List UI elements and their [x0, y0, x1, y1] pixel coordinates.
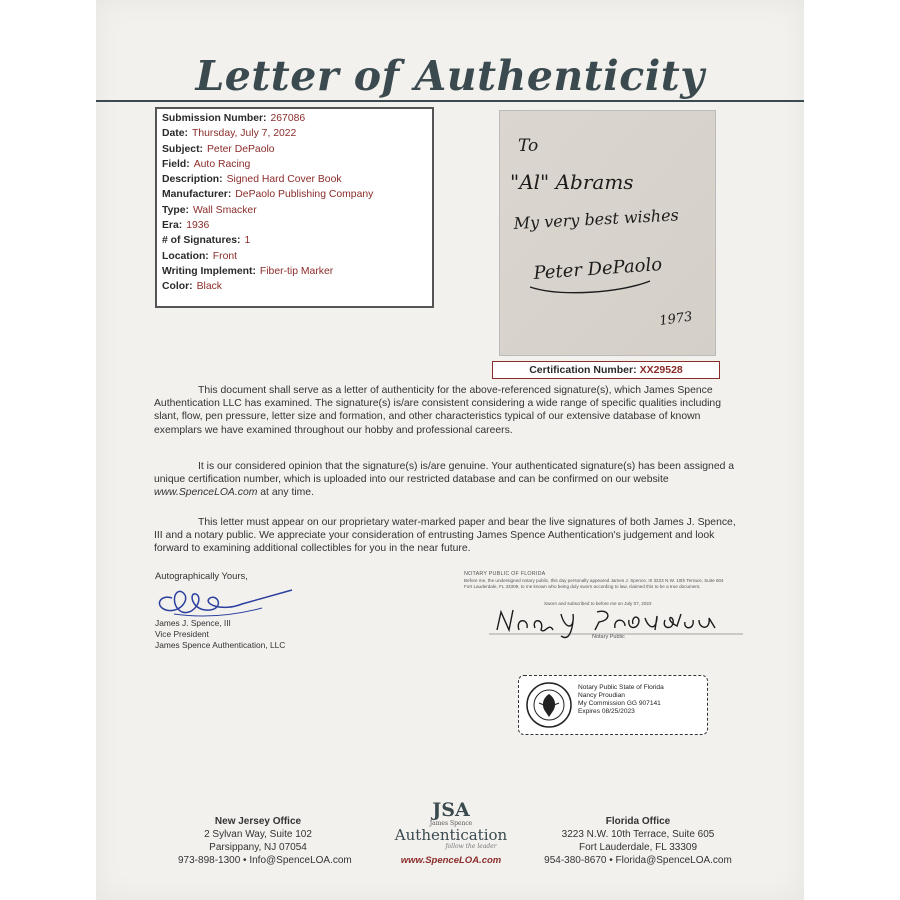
- website-link[interactable]: www.SpenceLOA.com: [154, 487, 258, 499]
- detail-label: Location:: [162, 250, 209, 262]
- closing-salutation: Autographically Yours,: [155, 570, 248, 581]
- detail-row: [162, 157, 427, 172]
- certification-box: [492, 361, 720, 379]
- certification-label: Certification Number:: [529, 364, 637, 376]
- signer-company: James Spence Authentication, LLC: [155, 640, 286, 650]
- seal-line: Expires 08/25/2023: [578, 708, 635, 715]
- jsa-mark: JSA: [432, 799, 470, 821]
- fl-office-address: 3223 N.W. 10th Terrace, Suite 605: [561, 829, 715, 840]
- inscription-year: 1973: [658, 309, 694, 329]
- inscription-line: "Al" Abrams: [510, 170, 634, 194]
- detail-value: 1: [244, 235, 251, 247]
- notary-seal: [518, 675, 708, 735]
- detail-value: Front: [212, 250, 238, 262]
- detail-label: Writing Implement:: [162, 265, 256, 277]
- fl-office-contact: 954-380-8670 • Florida@SpenceLOA.com: [544, 855, 732, 866]
- body-paragraph-2: It is our considered opinion that the signature(s) is/are genuine. Your authenticated signature(s) has been assigned a unique certification number, which is uploaded into our restricted database and can be confirmed on our website www.SpenceLOA.com at any time.: [154, 461, 735, 499]
- detail-value: 1936: [186, 220, 210, 232]
- fl-office-heading: Florida Office: [605, 816, 671, 827]
- jsa-tagline: follow the leader: [445, 843, 497, 850]
- handwritten-inscription: [500, 111, 715, 355]
- detail-value: Fiber-tip Marker: [259, 265, 334, 277]
- nj-office-heading: New Jersey Office: [214, 816, 302, 827]
- document-title: Letter of Authenticity: [195, 52, 705, 100]
- detail-value: Black: [196, 281, 223, 293]
- detail-row: [162, 187, 427, 202]
- detail-label: Field:: [162, 158, 190, 170]
- detail-row: [162, 218, 427, 233]
- nj-office-city: Parsippany, NJ 07054: [209, 842, 307, 853]
- detail-label: Type:: [162, 204, 189, 216]
- detail-row: [162, 126, 427, 141]
- body-paragraph-3: This letter must appear on our proprietary water-marked paper and bear the live signatures of both James J. Spence, III and a notary public. We appreciate your consideration of entrusting James Spence Authentication's judgement and look forward to examining additional collectibles for you in the near future.: [154, 517, 736, 555]
- seal-line: Notary Public State of Florida: [578, 684, 664, 691]
- seal-line: My Commission GG 907141: [578, 700, 661, 707]
- title-divider: [96, 100, 804, 102]
- detail-label: Date:: [162, 128, 188, 140]
- seal-line: Nancy Proudian: [578, 692, 625, 699]
- detail-row: [162, 111, 427, 126]
- letter-paper: [96, 0, 804, 900]
- detail-row: [162, 172, 427, 187]
- notary-sworn-line: Sworn and subscribed to before me on July 07, 2022: [544, 601, 652, 606]
- inscription-signature: Peter DePaolo: [532, 254, 663, 284]
- detail-row: [162, 233, 427, 248]
- signed-item-photo: [499, 110, 716, 356]
- detail-row: [162, 203, 427, 218]
- inscription-line: My very best wishes: [513, 205, 680, 233]
- detail-value: Auto Racing: [193, 158, 251, 170]
- detail-value: DePaolo Publishing Company: [235, 189, 374, 201]
- detail-value: Peter DePaolo: [207, 143, 275, 155]
- body-paragraph-1: This document shall serve as a letter of authenticity for the above-referenced signature(s), which James Spence Authentication LLC has examined. The signature(s) is/are consistent considering a wide range of specific qualities including slant, flow, pen pressure, letter size and formation, and other characteristics typical of our extensive database of known exemplars we have examined throughout our hobby and professional careers.: [154, 385, 721, 436]
- detail-row: [162, 264, 427, 279]
- fl-office-city: Fort Lauderdale, FL 33309: [578, 842, 698, 853]
- signer-role: Vice President: [155, 629, 209, 639]
- detail-row: [162, 142, 427, 157]
- detail-label: Manufacturer:: [162, 189, 232, 201]
- detail-row: [162, 249, 427, 264]
- nj-office-address: 2 Sylvan Way, Suite 102: [204, 829, 312, 840]
- notary-seal-text: [578, 684, 664, 716]
- detail-label: Color:: [162, 281, 193, 293]
- jsa-logo: [381, 800, 521, 878]
- notary-signature-label: Notary Public: [592, 634, 625, 640]
- detail-label: Subject:: [162, 143, 203, 155]
- notary-statement: Before me, the undersigned notary public, this day personally appeared James J. Spence, III 3223 N.W. 10th Terrace, Suite 604 Fort Lauderdale, FL 33309, to me known who being duly sworn according to law, claimed this to be a true document.: [464, 578, 724, 589]
- detail-label: Submission Number:: [162, 113, 267, 124]
- jsa-url-link[interactable]: www.SpenceLOA.com: [400, 855, 502, 866]
- certification-number: XX29528: [639, 364, 683, 376]
- detail-row: [162, 279, 427, 294]
- notary-seal-emblem-icon: [525, 681, 573, 729]
- spence-signature: [152, 584, 302, 620]
- jsa-sub: James Spence: [429, 820, 473, 827]
- detail-value: Thursday, July 7, 2022: [191, 128, 297, 140]
- fl-office: [538, 815, 738, 867]
- detail-value: 267086: [270, 113, 306, 124]
- detail-label: Era:: [162, 220, 183, 232]
- jsa-wordmark: Authentication: [394, 826, 508, 844]
- notary-header: NOTARY PUBLIC OF FLORIDA: [464, 571, 546, 577]
- detail-value: Signed Hard Cover Book: [226, 174, 342, 186]
- details-box: [155, 107, 434, 308]
- signer-name: James J. Spence, III: [155, 618, 231, 628]
- nj-office: [178, 815, 352, 867]
- nj-office-contact: 973-898-1300 • Info@SpenceLOA.com: [178, 855, 352, 866]
- inscription-line: To: [518, 136, 539, 156]
- detail-label: Description:: [162, 174, 223, 186]
- detail-label: # of Signatures:: [162, 235, 241, 247]
- detail-value: Wall Smacker: [192, 204, 257, 216]
